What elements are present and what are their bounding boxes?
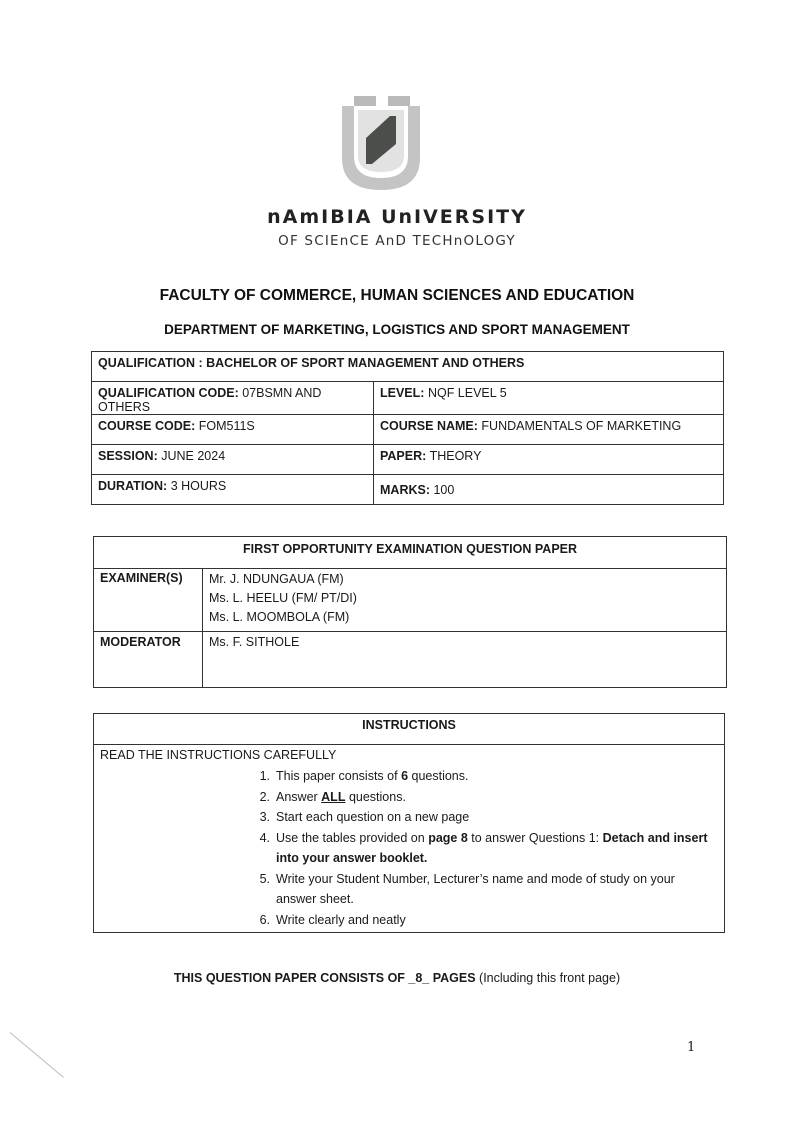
- moderator-name: Ms. F. SITHOLE: [209, 635, 300, 649]
- instruction-item: [100, 828, 718, 869]
- duration-cell: [92, 475, 374, 505]
- instruction-text: Answer: [276, 789, 322, 804]
- instructions-list: [100, 766, 718, 930]
- instruction-number: 4.: [259, 830, 270, 845]
- details-row: [92, 475, 724, 505]
- details-row: [92, 382, 724, 415]
- instruction-text: questions.: [408, 769, 469, 783]
- examiners-cell: [203, 569, 727, 632]
- course-name-cell: [374, 415, 724, 445]
- qualification-label: QUALIFICATION : BACHELOR OF SPORT MANAGEMENT AND OTHERS: [98, 356, 525, 370]
- qualification-code-cell: [92, 382, 374, 415]
- instruction-text: Use the tables provided on: [276, 830, 429, 845]
- instructions-intro: READ THE INSTRUCTIONS CAREFULLY: [100, 748, 337, 762]
- moderator-label: MODERATOR: [100, 635, 181, 649]
- instruction-item: [100, 910, 718, 931]
- course-name-label: COURSE NAME:: [380, 419, 478, 433]
- course-name-value: FUNDAMENTALS OF MARKETING: [481, 419, 682, 433]
- university-name: nAmIBIA UnIVERSITY: [267, 206, 527, 228]
- instruction-bold: ALL: [321, 789, 346, 804]
- course-code-label: COURSE CODE:: [98, 419, 196, 433]
- marks-label: MARKS:: [380, 483, 430, 497]
- examiners-label-cell: [94, 569, 203, 632]
- page-count-bold: THIS QUESTION PAPER CONSISTS OF _8_ PAGES: [173, 971, 476, 985]
- instruction-item: [100, 869, 718, 910]
- level-value: NQF LEVEL 5: [427, 386, 507, 400]
- moderator-label-cell: [94, 632, 203, 688]
- duration-value: 3 HOURS: [170, 479, 227, 493]
- instructions-title-row: [94, 714, 725, 745]
- instructions-table: [93, 713, 725, 933]
- course-code-value: FOM511S: [198, 419, 255, 433]
- exam-title-row: [94, 537, 727, 569]
- instruction-item: [100, 787, 718, 808]
- details-row: [92, 415, 724, 445]
- moderator-cell: [203, 632, 727, 688]
- course-code-cell: [92, 415, 374, 445]
- duration-label: DURATION:: [98, 479, 168, 493]
- moderator-row: [94, 632, 727, 688]
- exam-title: FIRST OPPORTUNITY EXAMINATION QUESTION PAPER: [94, 537, 727, 569]
- instruction-item: [100, 766, 718, 787]
- paper-value: THEORY: [429, 449, 482, 463]
- qualification-row: [92, 352, 724, 382]
- instructions-body-row: [94, 745, 725, 933]
- examiner-name: Mr. J. NDUNGAUA (FM): [209, 572, 344, 586]
- instruction-text: Start each question on a new page: [276, 810, 470, 824]
- instruction-number: 6.: [259, 912, 270, 927]
- examiner-name: Ms. L. MOOMBOLA (FM): [209, 610, 350, 624]
- level-label: LEVEL:: [380, 386, 425, 400]
- page-count-text: (Including this front page): [475, 971, 621, 985]
- details-row: [92, 445, 724, 475]
- page-number: 1: [687, 1040, 696, 1055]
- faculty-title: FACULTY OF COMMERCE, HUMAN SCIENCES AND EDUCATION: [159, 287, 635, 304]
- examiners-label: EXAMINER(S): [100, 571, 183, 585]
- instruction-number: 2.: [259, 789, 270, 804]
- department-title: DEPARTMENT OF MARKETING, LOGISTICS AND SPORT MANAGEMENT: [164, 322, 630, 337]
- marks-value: 100: [433, 483, 455, 497]
- details-table: [91, 351, 724, 505]
- instruction-number: 5.: [259, 871, 270, 886]
- qualification-code-value: 07BSMN AND OTHERS: [98, 386, 322, 414]
- exam-table: [93, 536, 727, 688]
- session-cell: [92, 445, 374, 475]
- level-cell: [374, 382, 724, 415]
- instruction-item: [100, 807, 718, 828]
- session-label: SESSION:: [98, 449, 158, 463]
- instruction-number: 1.: [259, 769, 270, 783]
- examiner-name: Ms. L. HEELU (FM/ PT/DI): [209, 591, 357, 605]
- marks-cell: [374, 475, 724, 505]
- qualification-code-label: QUALIFICATION CODE:: [98, 386, 239, 400]
- qualification-cell: [92, 352, 724, 382]
- session-value: JUNE 2024: [161, 449, 226, 463]
- instruction-number: 3.: [259, 810, 270, 824]
- examiners-row: [94, 569, 727, 632]
- scan-artifact: [10, 1032, 64, 1078]
- university-subtitle: OF SCIEnCE AnD TECHnOLOGY: [278, 233, 516, 249]
- paper-label: PAPER:: [380, 449, 427, 463]
- instruction-bold: page 8: [428, 830, 468, 845]
- paper-cell: [374, 445, 724, 475]
- instruction-text: This paper consists of: [276, 769, 402, 783]
- page-count-note: [0, 971, 794, 985]
- instructions-title: INSTRUCTIONS: [94, 714, 725, 745]
- instruction-bold: 6: [401, 769, 409, 783]
- instruction-text: Write clearly and neatly: [276, 912, 406, 927]
- instruction-text: questions.: [345, 789, 406, 804]
- instructions-body: [94, 745, 725, 933]
- instruction-text: Write your Student Number, Lecturer’s name and mode of study on your answer sheet.: [276, 871, 675, 906]
- instruction-bold: Detach and insert into your answer booklet.: [276, 830, 708, 865]
- university-logo: [340, 92, 422, 192]
- instruction-text: to answer Questions 1:: [467, 830, 603, 845]
